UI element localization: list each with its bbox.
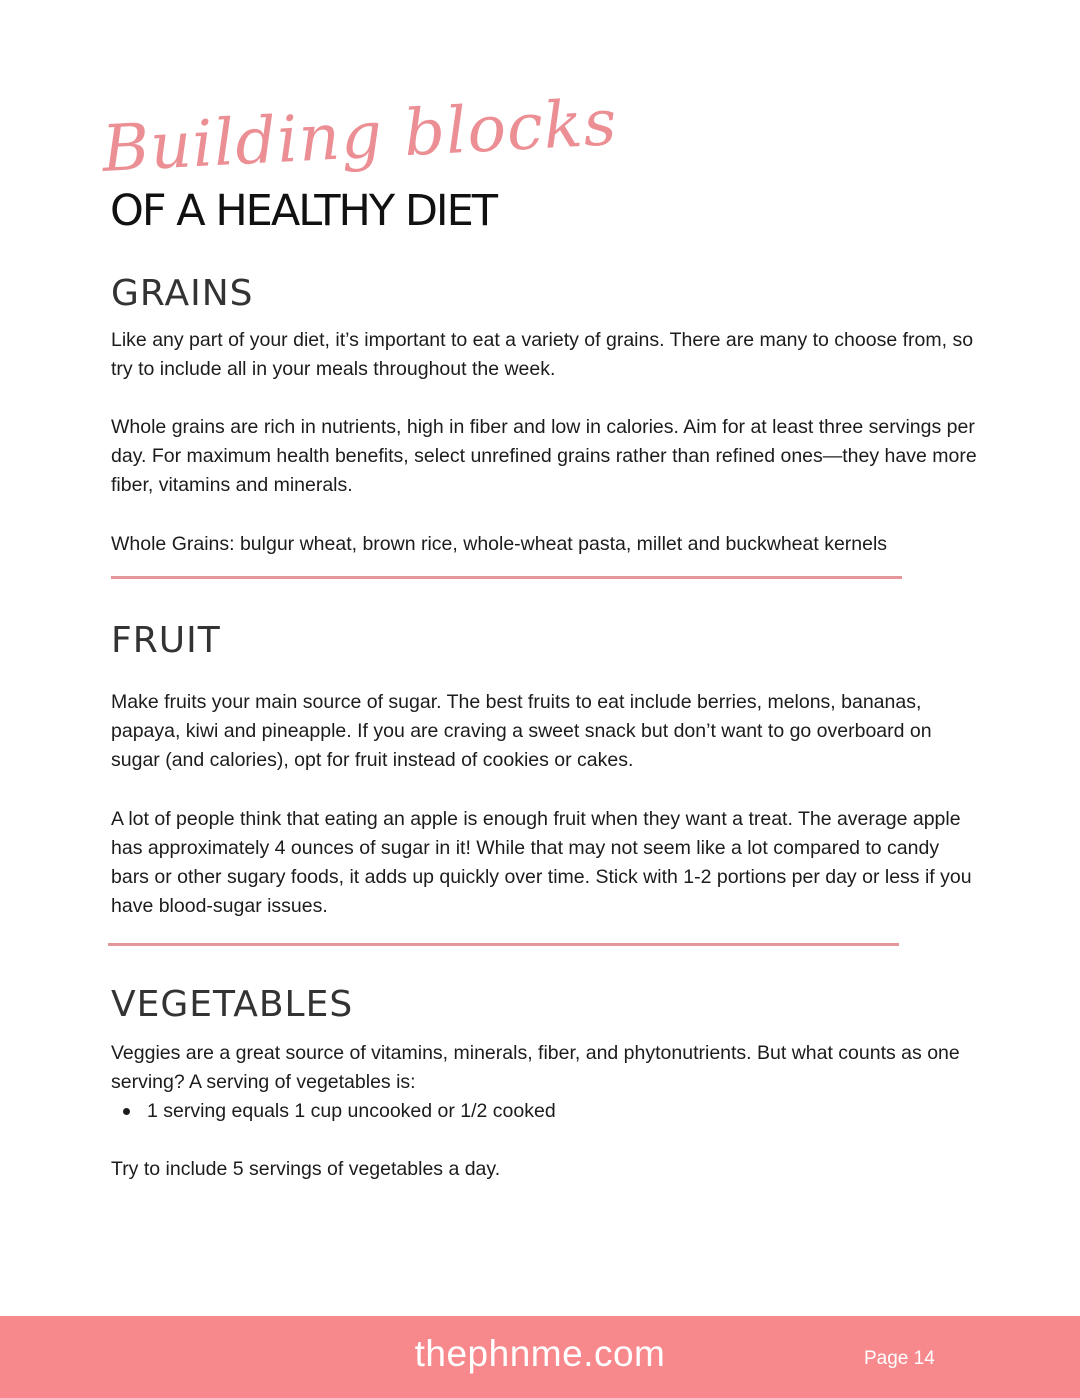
grains-paragraph-1: Like any part of your diet, it’s important to eat a variety of grains. There are many to choose from, so try to include all in your meals throughout the week.: [111, 329, 974, 380]
list-item-text: 1 serving equals 1 cup uncooked or 1/2 cooked: [147, 1100, 556, 1122]
fruit-paragraph-2: A lot of people think that eating an apple is enough fruit when they want a treat. The average apple has approximately 4 ounces of sugar in it! While that may not seem like a lot compared to candy bars or other sugary foods, it adds up quickly over time. Stick with 1-2 portions per day or less if you have blood-sugar issues.: [111, 808, 972, 917]
vegetables-bullet-list: [111, 1097, 556, 1126]
vegetables-paragraph-2: Try to include 5 servings of vegetables a day.: [111, 1158, 501, 1180]
list-item: [111, 1097, 556, 1126]
grains-paragraph-3: Whole Grains: bulgur wheat, brown rice, whole-wheat pasta, millet and buckwheat kernels: [111, 533, 888, 555]
bullet-icon: [123, 1108, 130, 1115]
page-number: Page 14: [864, 1348, 935, 1369]
footer-website: thephnme.com: [414, 1333, 666, 1374]
section-heading-vegetables: VEGETABLES: [111, 984, 354, 1025]
section-heading-fruit: FRUIT: [111, 620, 221, 661]
section-divider: [108, 943, 899, 946]
footer-bar: [0, 1316, 1080, 1398]
decorative-script-title: Building blocks: [100, 86, 620, 187]
section-heading-grains: GRAINS: [111, 273, 254, 314]
grains-paragraph-2: Whole grains are rich in nutrients, high in fiber and low in calories. Aim for at least three servings per day. For maximum health benefits, select unrefined grains rather than refined ones—they have more fiber, vitamins and minerals.: [111, 416, 977, 496]
section-divider: [111, 576, 902, 579]
page-title: OF A HEALTHY DIET: [110, 186, 497, 236]
vegetables-paragraph-1: Veggies are a great source of vitamins, minerals, fiber, and phytonutrients. But what counts as one serving? A serving of vegetables is:: [111, 1042, 960, 1093]
fruit-paragraph-1: Make fruits your main source of sugar. The best fruits to eat include berries, melons, bananas, papaya, kiwi and pineapple. If you are craving a sweet snack but don’t want to go overboard on sugar (and calories), opt for fruit instead of cookies or cakes.: [111, 691, 932, 771]
